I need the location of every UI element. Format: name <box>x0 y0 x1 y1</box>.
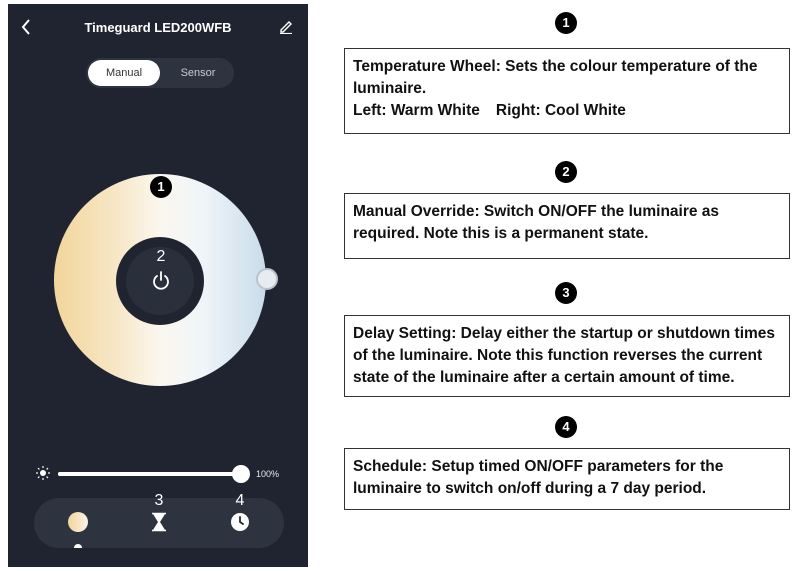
callout-temperature-wheel <box>344 48 790 134</box>
power-icon <box>151 270 171 292</box>
callout-number-3: 3 <box>555 282 577 304</box>
callout-manual-override <box>344 193 790 259</box>
callout-text-3: Delay Setting: Delay either the startup or shutdown times of the luminaire. Note this function reverses the current state of the luminaire after a certain amount of time. <box>353 325 776 386</box>
clock-icon[interactable] <box>230 512 250 532</box>
callout-left-label: Left: Warm White <box>353 102 480 119</box>
brightness-slider-thumb[interactable] <box>232 465 250 483</box>
callout-number-1: 1 <box>555 12 577 34</box>
callout-schedule <box>344 448 790 510</box>
brightness-slider[interactable] <box>58 472 244 476</box>
marker-schedule: 4 <box>235 492 245 509</box>
hourglass-icon[interactable] <box>150 512 168 532</box>
sun-icon <box>36 466 50 480</box>
temperature-wheel-knob[interactable] <box>256 268 278 290</box>
callout-subtext-1 <box>353 100 781 122</box>
brightness-slider-fill <box>58 472 244 476</box>
edit-pencil-icon[interactable] <box>278 18 298 38</box>
callout-text-1: Temperature Wheel: Sets the colour temperature of the luminaire. <box>353 58 758 97</box>
tab-manual[interactable]: Manual <box>88 60 160 86</box>
marker-delay: 3 <box>154 492 164 509</box>
active-tab-indicator <box>74 544 82 548</box>
callout-delay-setting <box>344 315 790 397</box>
mode-toggle <box>86 58 234 88</box>
phone-screen <box>8 4 308 567</box>
callout-number-4: 4 <box>555 416 577 438</box>
marker-power: 2 <box>156 248 166 265</box>
marker-wheel: 1 <box>150 176 172 198</box>
callout-number-2: 2 <box>555 161 577 183</box>
page-title: Timeguard LED200WFB <box>84 20 232 35</box>
tab-temperature-icon[interactable] <box>68 512 88 532</box>
tab-sensor[interactable]: Sensor <box>180 67 216 79</box>
brightness-value: 100% <box>256 469 280 479</box>
callout-text-2: Manual Override: Switch ON/OFF the luminaire as required. Note this is a permanent state. <box>353 203 720 242</box>
callout-text-4: Schedule: Setup timed ON/OFF parameters for the luminaire to switch on/off during a 7 day period. <box>353 458 724 497</box>
callout-right-label: Right: Cool White <box>495 102 626 119</box>
